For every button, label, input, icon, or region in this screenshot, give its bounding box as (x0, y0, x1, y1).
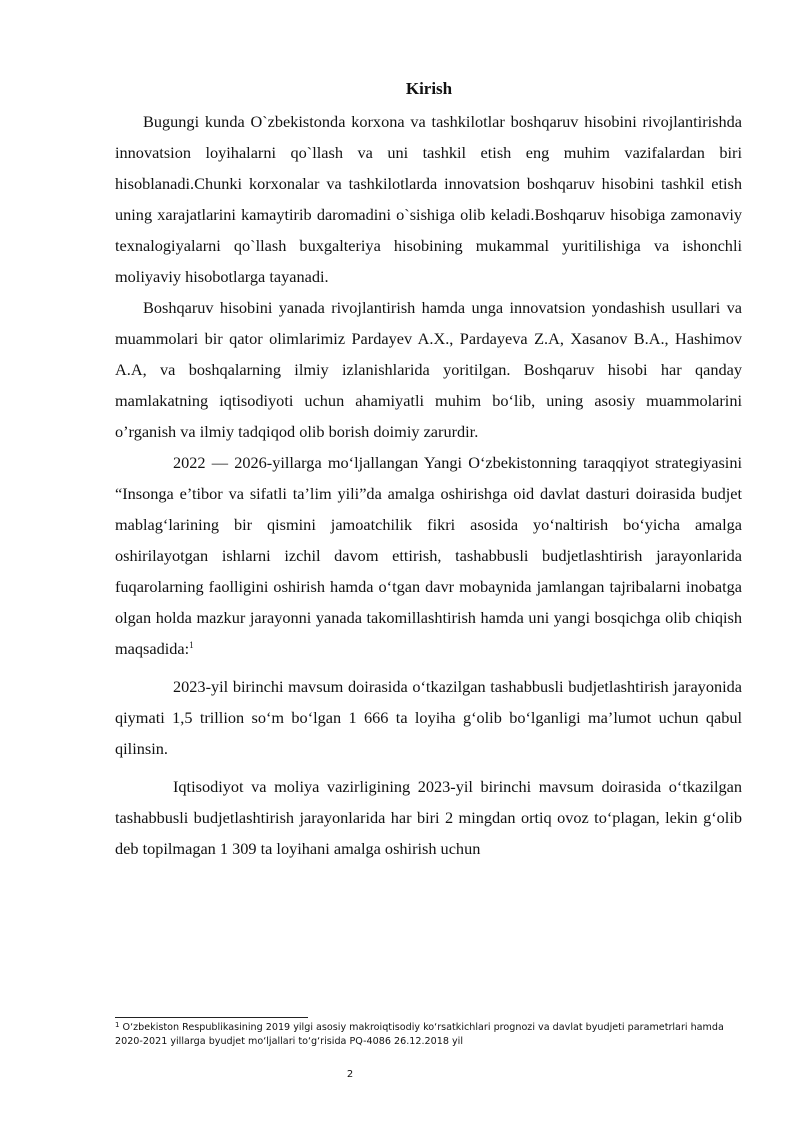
footnote-marker: 1 (115, 1021, 120, 1029)
paragraph-intro: Bugungi kunda O`zbekistonda korxona va tashkilotlar boshqaruv hisobini rivojlantirishda innovatsion loyihalarni qo`llash va uni tashkil etish eng muhim vazifalardan biri hisoblanadi.Chunki korxonalar va tashkilotlarda innovatsion boshqaruv hisobini tashkil etish uning xarajatlarini kamaytirib daromadini o`sishiga olib keladi.Boshqaruv hisobiga zamonaviy texnalogiyalarni qo`llash buxgalteriya hisobining mukammal yuritilishiga va ishonchli moliyaviy hisobotlarga tayanadi. (115, 112, 742, 286)
paragraph-strategy-text: 2022 — 2026-yillarga mo‘ljallangan Yangi O‘zbekistonning taraqqiyot strategiyasini “Insonga e’tibor va sifatli ta’lim yili”da amalga oshirishga oid davlat dasturi doirasida budjet mablag‘larining bir qismini jamoatchilik fikri asosida yo‘naltirish bo‘yicha amalga oshirilayotgan ishlarni izchil davom ettirish, tashabbusli budjetlashtirish jarayonlarida fuqarolarning faolligini oshirish hamda o‘tgan davr mobaynida jamlangan tajribalarni inobatga olgan holda mazkur jarayonni yanada takomillashtirish hamda uni yangi bosqichga olib chiqish maqsadida: (115, 453, 742, 658)
paragraph-first-season: 2023-yil birinchi mavsum doirasida o‘tkazilgan tashabbusli budjetlashtirish jarayonida qiymati 1,5 trillion so‘m bo‘lgan 1 666 ta loyiha g‘olib bo‘lganligi ma’lumot uchun qabul qilinsin. (115, 677, 742, 758)
page-number: 2 (346, 1069, 354, 1080)
paragraph-strategy (115, 447, 742, 664)
footnote-text: O‘zbekiston Respublikasining 2019 yilgi asosiy makroiqtisodiy ko‘rsatkichlari prognozi va davlat byudjeti parametrlari hamda 2020-2021 yillarga byudjet mo‘ljallari to‘g‘risida PQ-4086 26.12.2018 yil (115, 1022, 724, 1047)
paragraph-ministry: Iqtisodiyot va moliya vazirligining 2023-yil birinchi mavsum doirasida o‘tkazilgan tashabbusli budjetlashtirish jarayonlarida har biri 2 mingdan ortiq ovoz to‘plagan, lekin g‘olib deb topilmagan 1 309 ta loyihani amalga oshirish uchun (115, 777, 742, 858)
document-body (115, 106, 742, 864)
footnote (115, 1021, 745, 1049)
page-title: Kirish (405, 79, 453, 98)
footnote-separator (115, 1017, 308, 1018)
footnote-reference[interactable]: 1 (189, 640, 194, 650)
paragraph-scholars: Boshqaruv hisobini yanada rivojlantirish hamda unga innovatsion yondashish usullari va muammolari bir qator olimlarimiz Pardayev A.X., Pardayeva Z.A, Xasanov B.A., Hashimov A.A, va boshqalarning ilmiy izlanishlarida yoritilgan. Boshqaruv hisobi har qanday mamlakatning iqtisodiyoti uchun ahamiyatli muhim bo‘lib, uning asosiy muammolarini o’rganish va ilmiy tadqiqod olib borish doimiy zarurdir. (115, 298, 742, 441)
